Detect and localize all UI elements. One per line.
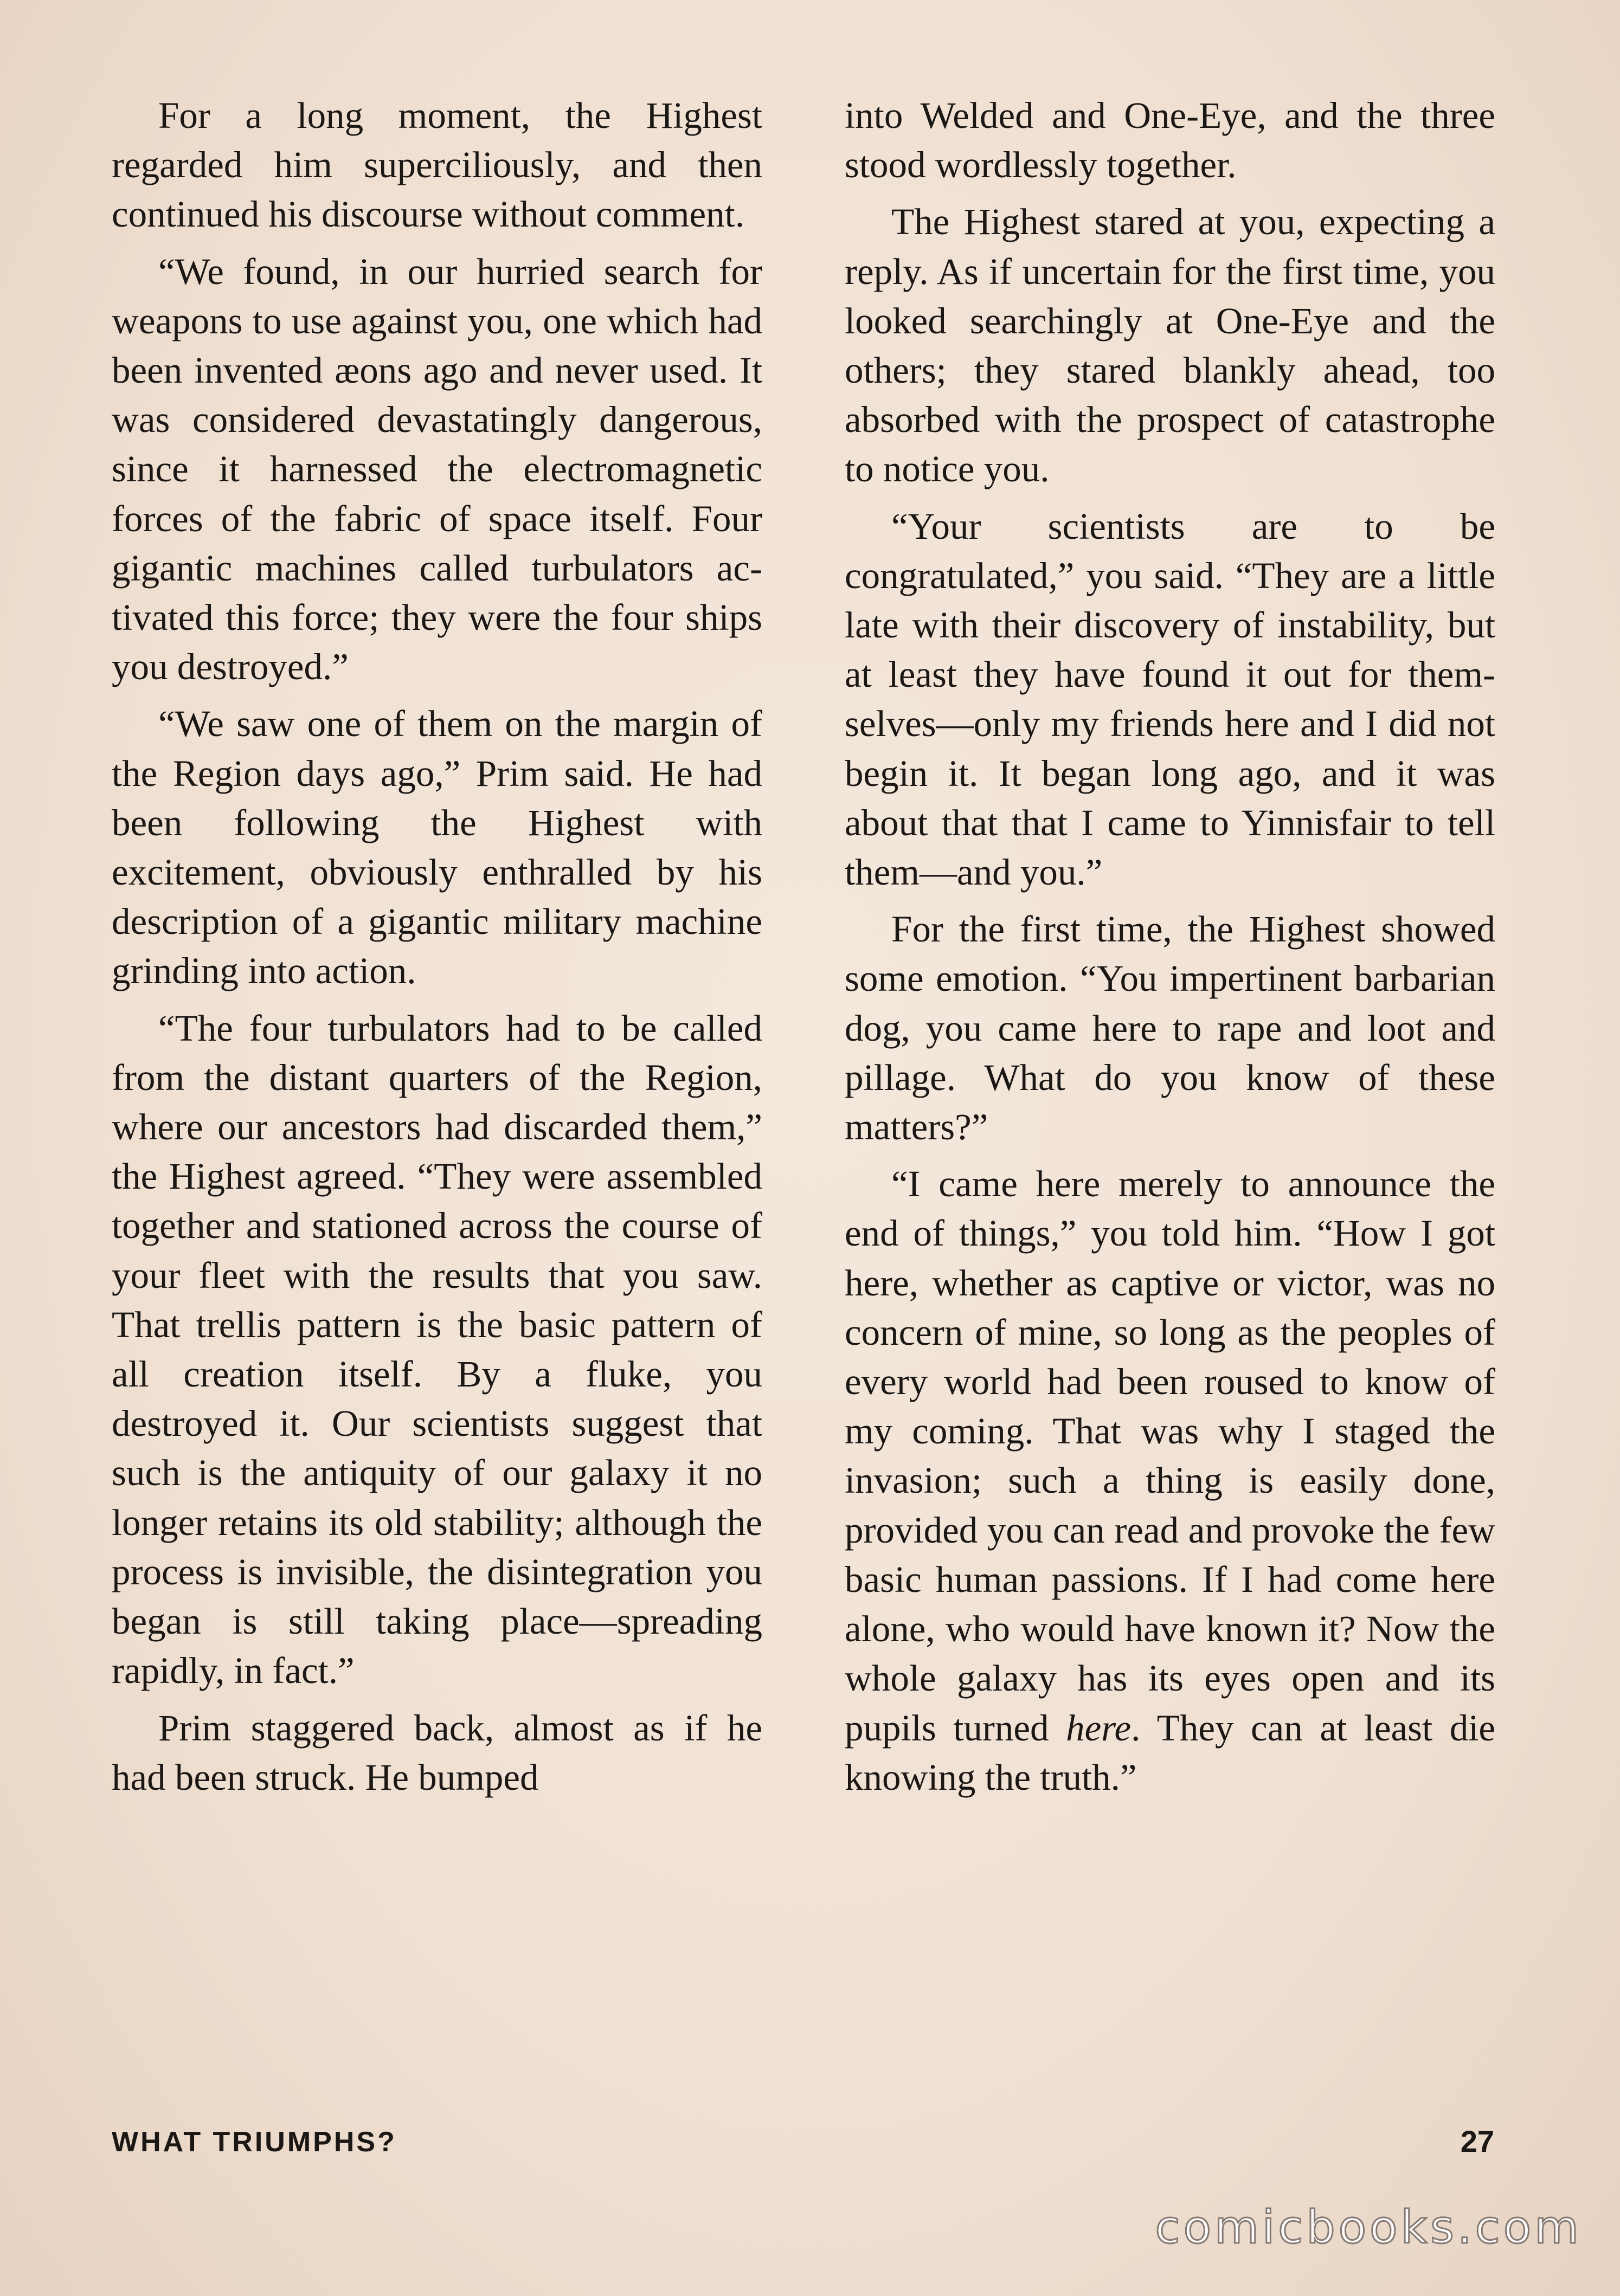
page-number: 27 (1460, 2124, 1494, 2158)
emphasis: here (1066, 1707, 1132, 1749)
paragraph-continuation: into Welded and One-Eye, and the three stood wordlessly together. (845, 95, 1495, 186)
running-footer-title: WHAT TRIUMPHS? (112, 2126, 397, 2158)
paragraph: “The four turbulators had to be called from the distant quarters of the Region, where our ancestors had discarded them,” the Highest agreed. “They were assembled together and stationed across the course of your fleet with the results that you saw. That trellis pattern is the basic pattern of all creation itself. By a fluke, you destroyed it. Our scientists suggest that such is the antiquity of our galaxy it no longer retains its old stability; although the process is invisible, the disintegration you began is still taking place—spreading rapidly, in fact.” (112, 1007, 762, 1692)
paragraph: “We saw one of them on the margin of the Region days ago,” Prim said. He had been following the Highest with excitement, obviously enthralled by his description of a gigantic military machine grinding into action. (112, 703, 762, 992)
paragraph: For the first time, the Highest showed some emotion. “You impertinent barbarian dog, you came here to rape and loot and pillage. What do you know of these matters?” (845, 908, 1495, 1148)
paragraph: Prim staggered back, almost as if he had been struck. He bumped (112, 1707, 762, 1798)
paragraph: For a long moment, the Highest regarded him superciliously, and then continued his discourse without comment. (112, 95, 762, 235)
paragraph: The Highest stared at you, expecting a reply. As if uncertain for the first time, you looked searchingly at One-Eye and the others; they stared blankly ahead, too absorbed with the prospect of catastrophe to notice you. (845, 201, 1495, 490)
watermark: comicbooks.com (1155, 2201, 1582, 2254)
left-text-column (112, 91, 762, 1810)
right-text-column (845, 91, 1495, 1810)
paragraph: “We found, in our hurried search for weapons to use against you, one which had been invented æons ago and never used. It was considered devastatingly dangerous, since it harnessed the electromagnetic forces of the fabric of space itself. Four gigantic machines called turbulators activated this force; they were the four ships you destroyed.” (112, 250, 762, 688)
paragraph: “Your scientists are to be congratulated,” you said. “They are a little late with their discovery of instability, but at least they have found it out for themselves—only my friends here and I did not begin it. It began long ago, and it was about that that I came to Yinnisfair to tell them—and you.” (845, 505, 1495, 893)
paragraph: “I came here merely to announce the end of things,” you told him. “How I got here, whether as captive or victor, was no concern of mine, so long as the peoples of every world had been roused to know of my coming. That was why I staged the invasion; such a thing is easily done, provided you can read and provoke the few basic human passions. If I had come here alone, who would have known it? Now the whole galaxy has its eyes open and its pupils turned here. They can at least die knowing the truth.” (845, 1163, 1495, 1798)
